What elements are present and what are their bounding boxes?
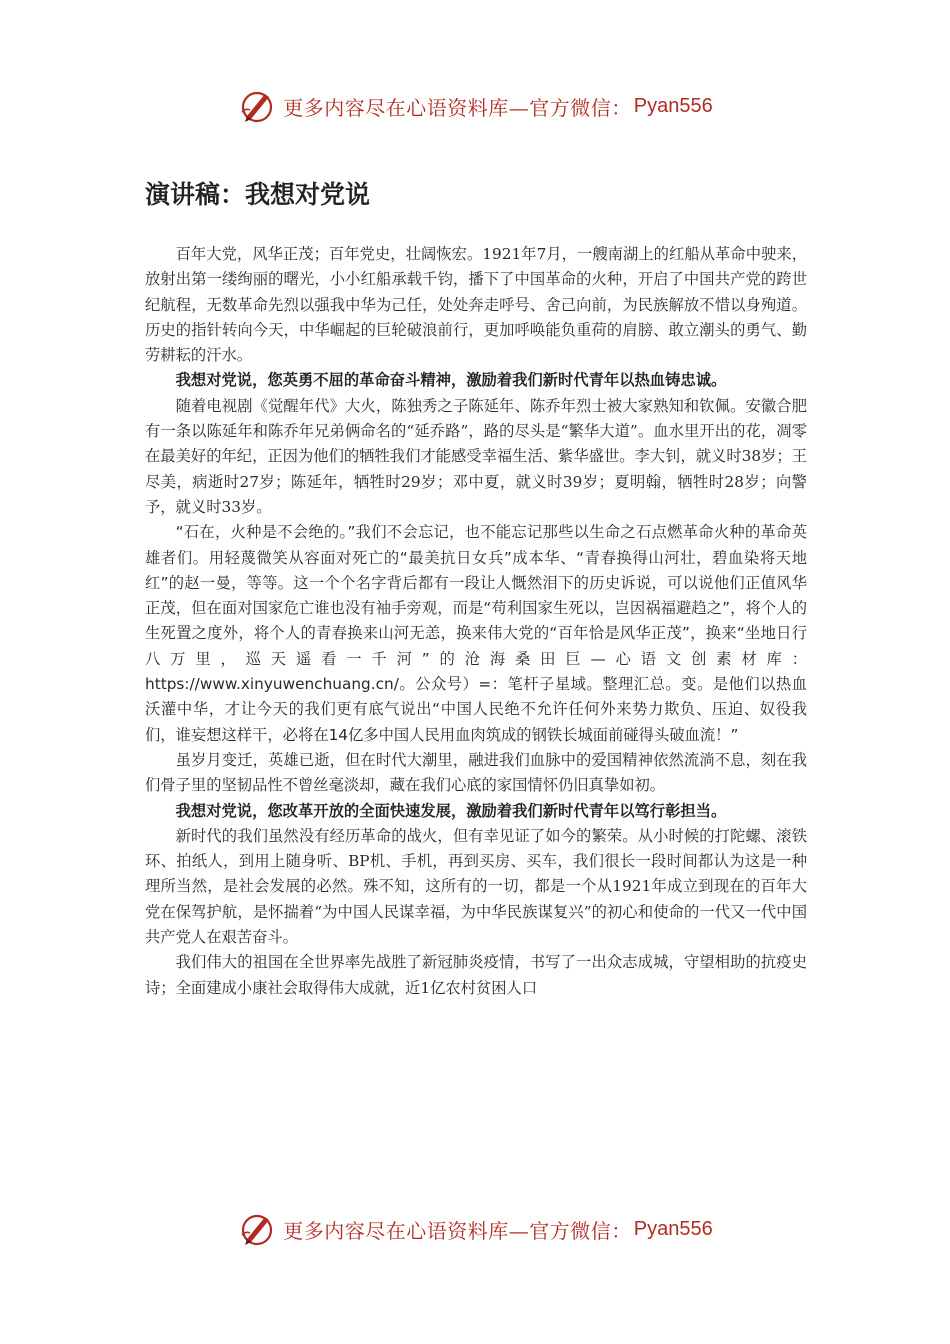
document-title: 演讲稿：我想对党说 <box>145 180 371 209</box>
header-watermark <box>0 82 950 130</box>
section-heading: 我想对党说，您英勇不屈的革命奋斗精神，激励着我们新时代青年以热血铸忠诚。 <box>175 371 727 390</box>
paragraph: 我们伟大的祖国在全世界率先战胜了新冠肺炎疫情，书写了一出众志成城，守望相助的抗疫史诗；全面建成小康社会取得伟大成就，近1亿农村贫困人口 <box>145 953 807 997</box>
paragraph: 虽岁月变迁，英雄已逝，但在时代大潮里，融进我们血脉中的爱国精神依然流淌不息，刻在我们骨子里的坚韧品性不曾丝毫淡却，藏在我们心底的家国情怀仍旧真挚如初。 <box>145 750 807 795</box>
paragraph: 百年大党，风华正茂；百年党史，壮阔恢宏。1921年7月，一艘南湖上的红船从革命中驶来，放射出第一缕绚丽的曙光，小小红船承载千钧，播下了中国革命的火种，开启了中国共产党的跨世纪航程，无数革命先烈以强我中华为己任，处处奔走呼号、舍己向前，为民族解放不惜以身殉道。历史的指针转向今天，中华崛起的巨轮破浪前行，更加呼唤能负重荷的肩膀、敢立潮头的勇气、勤劳耕耘的汗水。 <box>145 245 807 365</box>
watermark-wechat-id: Pyan556 <box>633 94 713 117</box>
section-heading: 我想对党说，您改革开放的全面快速发展，激励着我们新时代青年以笃行彰担当。 <box>175 801 727 820</box>
footer-watermark <box>0 1205 950 1253</box>
watermark-text: 更多内容尽在心语资料库—官方微信： <box>283 95 632 120</box>
paragraph: 随着电视剧《觉醒年代》大火，陈独秀之子陈延年、陈乔年烈士被大家熟知和钦佩。安徽合肥有一条以陈延年和陈乔年兄弟俩命名的“延乔路”，路的尽头是“繁华大道”。血水里开出的花，凋零在最美好的年纪，正因为他们的牺牲我们才能感受幸福生活、紫华盛世。李大钊，就义时38岁；王尽美，病逝时27岁；陈延年，牺牲时29岁；邓中夏，就义时39岁；夏明翰，牺牲时28岁；向警予，就义时33岁。 <box>145 396 807 516</box>
watermark-wechat-id: Pyan556 <box>633 1217 713 1240</box>
pen-circle-icon <box>237 86 277 126</box>
document-body <box>145 172 807 1001</box>
pen-circle-icon <box>237 1209 277 1249</box>
watermark-text: 更多内容尽在心语资料库—官方微信： <box>283 1218 632 1243</box>
paragraph: “石在，火种是不会绝的。”我们不会忘记，也不能忘记那些以生命之石点燃革命火种的革命英雄者们。用轻蔑微笑从容面对死亡的“最美抗日女兵”成本华、“青春换得山河壮，碧血染将天地红”的赵一曼，等等。这一个个名字背后都有一段让人慨然泪下的历史诉说，可以说他们正值风华正茂，但在面对国家危亡谁也没有袖手旁观，而是“苟利国家生死以，岂因祸福避趋之”，将个人的生死置之度外，将个人的青春换来山河无恙，换来伟大党的“百年恰是风华正茂”，换来“坐地日行八万里，巡天遥看一千河”的沧海桑田巨—心语文创素材库：https://www.xinyuwenchuang.cn/。公众号）=：笔杆子星域。整理汇总。变。是他们以热血沃灌中华，才让今天的我们更有底气说出“中国人民绝不允许任何外来势力欺负、压迫、奴役我们，谁妄想这样干，必将在14亿多中国人民用血肉筑成的钢铁长城面前碰得头破血流！” <box>145 523 807 744</box>
paragraph: 新时代的我们虽然没有经历革命的战火，但有幸见证了如今的繁荣。从小时候的打陀螺、滚铁环、拍纸人，到用上随身听、BP机、手机，再到买房、买车，我们很长一段时间都认为这是一种理所当然，是社会发展的必然。殊不知，这所有的一切，都是一个从1921年成立到现在的百年大党在保驾护航，是怀揣着“为中国人民谋幸福，为中华民族谋复兴”的初心和使命的一代又一代中国共产党人在艰苦奋斗。 <box>145 826 807 947</box>
